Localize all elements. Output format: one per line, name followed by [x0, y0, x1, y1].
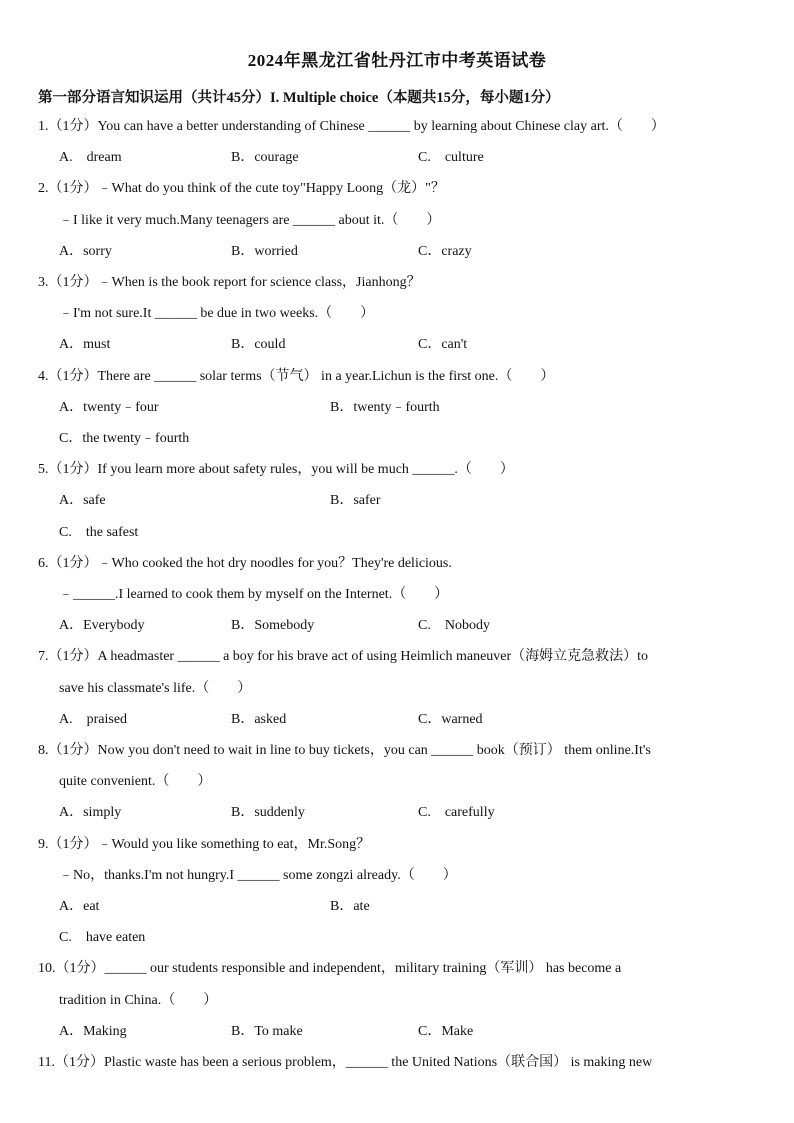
- q2-option-a[interactable]: A．sorry: [59, 244, 112, 259]
- q1-option-b[interactable]: B．courage: [231, 150, 299, 165]
- q1-option-a[interactable]: A. dream: [59, 150, 122, 165]
- q10-option-c[interactable]: C．Make: [418, 1024, 474, 1039]
- q7-option-b[interactable]: B．asked: [231, 712, 287, 727]
- question-8-stem: 8.（1分）Now you don't need to wait in line to buy tickets，you can ______ book（预订） them online.It's: [38, 743, 651, 758]
- question-4-stem: 4.（1分）There are ______ solar terms（节气） in a year.Lichun is the first one.（ ）: [38, 369, 555, 384]
- question-3-stem: 3.（1分）﹣When is the book report for science class，Jianhong？: [38, 275, 421, 290]
- q2-option-c[interactable]: C．crazy: [418, 244, 472, 259]
- question-9-line-2: ﹣No，thanks.I'm not hungry.I ______ some zongzi already.（ ）: [59, 868, 457, 883]
- q9-option-b[interactable]: B．ate: [330, 899, 370, 914]
- q5-option-c[interactable]: C. the safest: [59, 525, 139, 540]
- q6-option-c[interactable]: C. Nobody: [418, 618, 490, 633]
- question-1-stem: 1.（1分）You can have a better understanding of Chinese ______ by learning about Chinese clay art.（ ）: [38, 119, 665, 134]
- q9-option-c[interactable]: C. have eaten: [59, 930, 146, 945]
- q8-option-c[interactable]: C. carefully: [418, 805, 495, 820]
- section-heading: 第一部分语言知识运用（共计45分）I. Multiple choice（本题共15分，每小题1分）: [38, 90, 560, 106]
- q5-option-a[interactable]: A．safe: [59, 493, 106, 508]
- q6-option-a[interactable]: A．Everybody: [59, 618, 145, 633]
- question-2-line-2: ﹣I like it very much.Many teenagers are ______ about it.（ ）: [59, 213, 441, 228]
- q6-option-b[interactable]: B．Somebody: [231, 618, 315, 633]
- q9-option-a[interactable]: A．eat: [59, 899, 100, 914]
- question-2-stem: 2.（1分）﹣What do you think of the cute toy"Happy Loong（龙）"？: [38, 181, 445, 196]
- q4-option-a[interactable]: A．twenty﹣four: [59, 400, 159, 415]
- q3-option-b[interactable]: B．could: [231, 337, 286, 352]
- q10-option-a[interactable]: A．Making: [59, 1024, 127, 1039]
- q7-option-c[interactable]: C．warned: [418, 712, 483, 727]
- question-10-stem: 10.（1分）______ our students responsible and independent，military training（军训） has become a: [38, 961, 622, 976]
- question-9-stem: 9.（1分）﹣Would you like something to eat，Mr.Song？: [38, 837, 371, 852]
- question-5-stem: 5.（1分）If you learn more about safety rules，you will be much ______.（ ）: [38, 462, 514, 477]
- q3-option-a[interactable]: A．must: [59, 337, 111, 352]
- q7-option-a[interactable]: A. praised: [59, 712, 128, 727]
- q4-option-b[interactable]: B．twenty﹣fourth: [330, 400, 440, 415]
- q3-option-c[interactable]: C．can't: [418, 337, 468, 352]
- question-11-stem: 11.（1分）Plastic waste has been a serious problem，______ the United Nations（联合国） is making new: [38, 1055, 653, 1070]
- question-7-stem: 7.（1分）A headmaster ______ a boy for his brave act of using Heimlich maneuver（海姆立克急救法）to: [38, 649, 649, 664]
- q8-option-b[interactable]: B．suddenly: [231, 805, 305, 820]
- q2-option-b[interactable]: B．worried: [231, 244, 298, 259]
- question-6-stem: 6.（1分）﹣Who cooked the hot dry noodles for you？They're delicious.: [38, 556, 452, 571]
- q5-option-b[interactable]: B．safer: [330, 493, 381, 508]
- page-title: 2024年黑龙江省牡丹江市中考英语试卷: [247, 51, 547, 70]
- q10-option-b[interactable]: B．To make: [231, 1024, 303, 1039]
- q1-option-c[interactable]: C. culture: [418, 150, 484, 165]
- question-7-line-2: save his classmate's life.（ ）: [59, 681, 252, 696]
- question-3-line-2: ﹣I'm not sure.It ______ be due in two weeks.（ ）: [59, 306, 375, 321]
- question-8-line-2: quite convenient.（ ）: [59, 774, 212, 789]
- question-6-line-2: ﹣______.I learned to cook them by myself on the Internet.（ ）: [59, 587, 449, 602]
- q4-option-c[interactable]: C．the twenty﹣fourth: [59, 431, 190, 446]
- question-10-line-2: tradition in China.（ ）: [59, 993, 218, 1008]
- q8-option-a[interactable]: A．simply: [59, 805, 122, 820]
